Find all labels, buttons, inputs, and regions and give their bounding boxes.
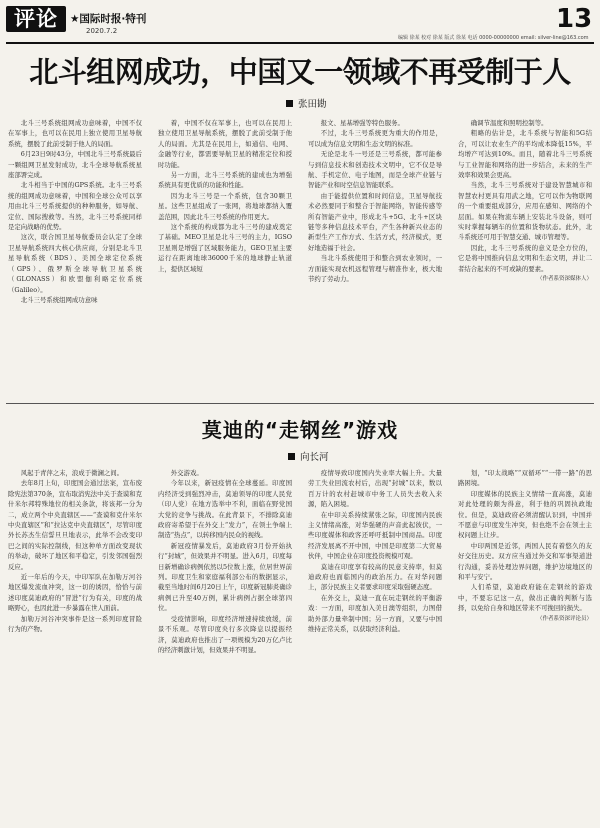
- article2-headline: 莫迪的“走钢丝”游戏: [201, 418, 399, 442]
- paragraph: 印度媒体的民族主义情绪一直高涨，莫迪对此处理的颇为得意，利于他的巩固执政地位。但是，莫迪政府必须清醒认识到，中国并不愿意与印度发生冲突，但也绝不会在领土主权问题上让步。: [458, 489, 592, 540]
- paragraph: 无论是北斗一号还是三号系统，都可能参与到信息技术和创造技术文明中，它不仅是导航、手机定位、电子地图，而是全球产业链与智能产业和时空信息智能联系。: [308, 150, 442, 190]
- paragraph: 北斗三号系统组网成功意味着，中国不仅在军事上，也可以在民用上独立使用卫星导航系统，摆脱了此前受制于他人的局面。: [8, 119, 142, 148]
- article1-author: 张田勘: [298, 99, 327, 110]
- paragraph: 着，中国不仅在军事上，也可以在民用上独立使用卫星导航系统，摆脱了此前受制于他人的局面。尤其是在民用上，如通信、电网、金融等行业，都需要导航卫星的精准定位和授时功能。: [158, 119, 292, 169]
- article1-body: [8, 118, 592, 404]
- issue-date: 2020.7.2: [86, 27, 118, 35]
- header-rule: [6, 42, 594, 44]
- paragraph: 近一年后的今天，中印军队在加勒万河谷地区爆发流血冲突，这一切的诱因，恰恰与前述印度莫迪政府的“冒进”行为有关，印度的战略野心，也因此进一步暴露在世人面前。: [8, 573, 142, 613]
- paragraph: 去年8月上旬，印度国会通过法案，宣布废除宪法第370条，宣布取消宪法中关于查谟和克什米尔邦特殊地位的相关条款，将该邦一分为二，成立两个中央直辖区——“查谟和克什米尔中央直辖区”和“拉达克中央直辖区”，尽管印度外长苏杰生信誓旦旦地表示，此举不会改变印巴之间的实际控制线，但这种单方面改变现状的举动，破坏了地区和平稳定，引发邻国强烈反应。: [8, 479, 142, 571]
- paragraph: 由于能提供位置和时间信息，卫星导航技术必然要同于和整合于智能网络，智能传感等所有智能产业中，形成北斗+5G、北斗+区块链等多种信息技术平台，产生各种新兴业态的新型生产工作方式、生活方式，经济模式，更好地造福于社会。: [308, 191, 442, 252]
- paragraph: 受疫情影响，印度经济增速持续放缓，前景不乐观。尽管印度央行多次降息以提振经济，莫迪政府也推出了一项规模为20万亿卢比的经济刺激计划，但效果并不明显。: [158, 614, 292, 654]
- square-bullet-icon: [286, 100, 293, 107]
- article2-body: [8, 468, 592, 824]
- article1-headline: 北斗组网成功，中国又一领域不再受制于人: [29, 55, 571, 89]
- section-divider: [6, 403, 594, 404]
- paragraph: 当北斗系统使用于和整合到农业领时，一方面能实现农机远程管理与精准作业，极大地节约了劳动力。: [308, 254, 442, 284]
- article1-column: [8, 118, 142, 404]
- paragraph: 加勒万河谷冲突事件是这一系列印度冒险行为的产物。: [8, 614, 142, 634]
- article2-column: [158, 468, 292, 824]
- page-number: 13: [556, 4, 593, 34]
- square-bullet-icon: [288, 453, 295, 460]
- paragraph: 划，“印太战略”“双循环”“一带一路”的思路困境。: [458, 469, 592, 488]
- paragraph: 新冠疫情暴发后，莫迪政府3月份开始执行“封城”，但效果并不明显。进入6月，印度每日新增确诊病例依然以5位数上涨，位居世界前列。印度卫生和家庭福利部公布的数据显示，截至当地时间6月20日上午，印度新冠肺炎确诊病例已升至40万例，累计病例占据全球第四位。: [158, 541, 292, 613]
- paragraph: 外交游戏。: [170, 469, 203, 477]
- paragraph: 因此，北斗三号系统的意义是全方位的，它是将中国推向信息文明和生态文明，并让二者结合起来的不可或缺的要素。: [458, 243, 592, 273]
- paper-name: ★国际时报·特刊: [70, 13, 147, 25]
- paragraph: 在中印关系持续紧张之际，印度国内民族主义情绪高涨，对华强硬的声音此起彼伏，一些印度媒体和政客还呼吁抵制中国商品。印度经济发展离不开中国，中国是印度第二大贸易伙伴，中国企业在印度投资规模可观。: [308, 510, 442, 561]
- editor-info: 编辑 徐某 校对 徐某 版式 徐某 电话 0000-00000000 email: silver-line@163.com: [398, 35, 589, 41]
- paragraph: 因为北斗三号是一个系统，包含30颗卫星。这些卫星组成了一张网，将地球都纳入覆盖范围，因此北斗三号系统的作用更大。: [158, 191, 292, 221]
- paragraph: 另一方面，北斗三号系统的建成也为增强系统具有更优质的功能和性能。: [158, 171, 292, 190]
- article2-column: [8, 468, 142, 824]
- paragraph: 这个系统的构成都为北斗三号的建成奠定了基础。MEO卫星是北斗三号的主力，IGSO卫星则是增强了区域服务能力，GEO卫星主要运行在距离地球36000千米的地球静止轨道上，提供区域短: [158, 223, 292, 273]
- author-note: （作者系资深媒体人）: [536, 276, 592, 283]
- article2-byline: [288, 449, 329, 463]
- paragraph: 人们希望，莫迪政府能在走钢丝的游戏中，不要忘记这一点，做出正确的判断与选择，以免给自身和地区带来不可挽回的损失。: [458, 583, 592, 613]
- article2-column: [458, 468, 592, 824]
- article1-column: [458, 118, 592, 404]
- paragraph: 当然，北斗三号系统对于建设智慧城市和智慧农村更具有用武之地，它可以作为物联网的一个重要组成部分，应用在感知、网络的个层面。如果在物流车辆上安装北斗设备，则可实时掌握每辆车的位置和货物状态。此外，北斗系统还可用于智慧交通、城市管理等。: [458, 181, 592, 242]
- article2-column: [308, 468, 442, 824]
- paragraph: 不过，北斗三号系统更为重大的作用是，可以成为信息文明和生态文明的标准。: [308, 129, 442, 148]
- paragraph: 粗略的估计是，北斗系统与智能和5G结合，可以让农业生产的平均成本降低15%，平均增产可达到10%。而且，随着北斗三号系统与工业智能和网络的进一步结合，未来的生产效率和效果会更高。: [458, 129, 592, 180]
- article1-column: [158, 118, 292, 404]
- paragraph: 莫迪在印度享有较高的民意支持率，但莫迪政府也面临国内的政治压力。在对华问题上，部分民族主义者要求印度采取强硬态度。: [308, 562, 442, 592]
- paragraph: 北斗相当于中国的GPS系统。北斗三号系统的组网成功意味着，中国和全球公众可以享用由北斗三号系统提供的种种服务，如导航、定位、国际搜救等。当然，北斗三号系统同样是定向战略的优势。: [8, 181, 142, 232]
- paragraph: 这次，联合国卫星导航委员会认定了全球卫星导航系统四大核心供应商，分别是北斗卫星导航系统（BDS）、美国全球定位系统（GPS）、俄罗斯全球导航卫星系统（GLONASS）和欧盟伽利略定位系统（Galileo）。: [8, 233, 142, 294]
- paragraph: 风起于青萍之末，浪成于微澜之间。: [20, 469, 124, 477]
- paragraph: 报文、星基增强等特色服务。: [320, 119, 404, 127]
- paragraph: 6月23日9时43分，中国北斗三号系统最后一颗组网卫星发射成功，北斗全球导航系统星座部署完成。: [8, 150, 142, 180]
- section-badge: 评论: [6, 6, 66, 32]
- article1-byline: [286, 96, 327, 110]
- paragraph: 今年以来，新冠疫情在全球蔓延。印度国内经济受到强烈冲击，莫迪领导的印度人民党（印人党）在地方选举中不利，面临在野党国大党的竞争与挑战。在此背景下，不排除莫迪政府寄希望于在外交上“发力”，在领土争端上制造“热点”，以转移国内民众的视线。: [158, 479, 292, 540]
- paragraph: 确调节温度和照明控制等。: [470, 119, 548, 127]
- article1-column: [308, 118, 442, 404]
- paragraph: 北斗三号系统组网成功意味: [20, 295, 98, 304]
- paragraph: 在外交上，莫迪一直在玩走钢丝的平衡游戏：一方面，印度加入美日澳等组织，力图借助外部力量牵制中国；另一方面，又要与中国维持正常关系，以获取经济利益。: [308, 593, 442, 634]
- paragraph: 疫情导致印度国内失业率大幅上升。大量劳工失业回流农村后，出现“封城”以来，数以百万计的农村赶城市中务工人员失去收入来源，陷入困境。: [308, 469, 442, 509]
- author-note: （作者系资深评论员）: [536, 615, 592, 622]
- paragraph: 中印两国是近邻，两国人民有着悠久的友好交往历史。双方应当通过外交和军事渠道进行沟通，妥善处理边界问题，维护边境地区的和平与安宁。: [458, 541, 592, 582]
- article2-author: 向长河: [300, 452, 329, 463]
- page-header: [0, 0, 600, 40]
